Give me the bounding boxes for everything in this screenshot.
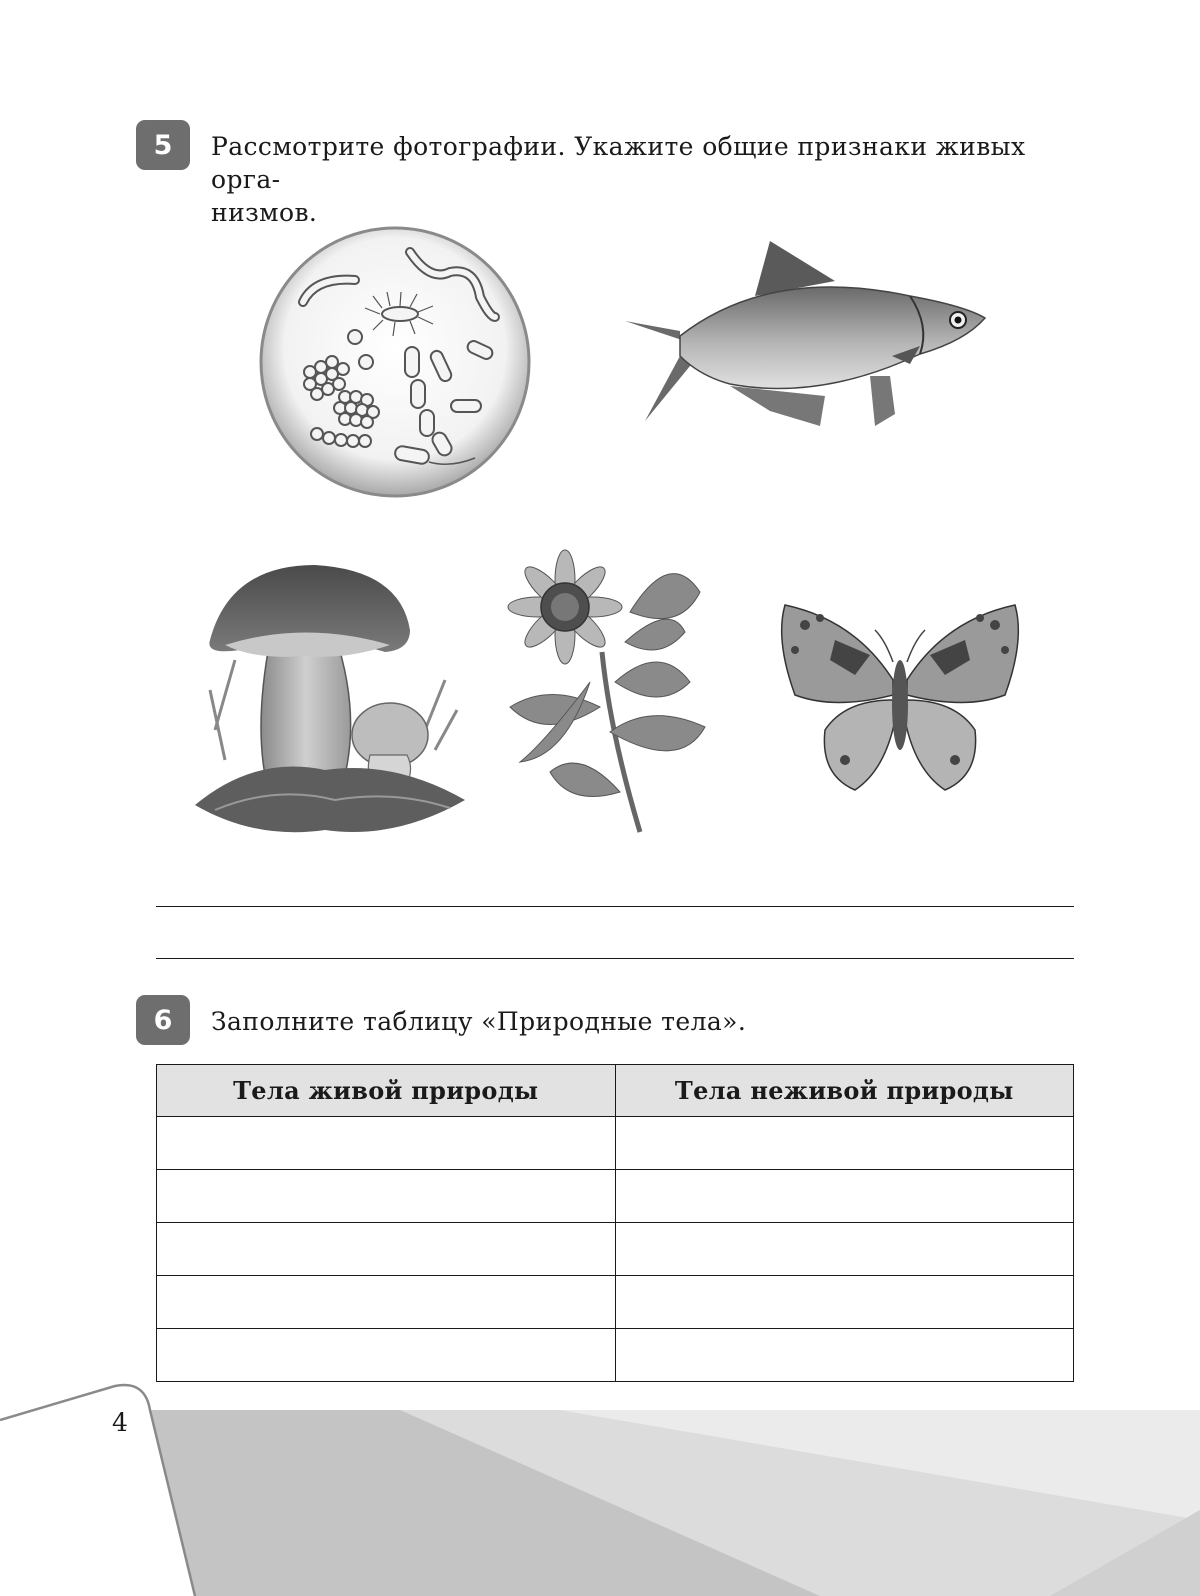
table-cell[interactable] <box>157 1276 616 1329</box>
table-row <box>157 1170 1074 1223</box>
answer-line[interactable] <box>156 906 1074 907</box>
table-cell[interactable] <box>157 1170 616 1223</box>
table-cell[interactable] <box>615 1276 1074 1329</box>
table-cell[interactable] <box>615 1170 1074 1223</box>
fish-icon <box>620 236 990 436</box>
answer-line[interactable] <box>156 958 1074 959</box>
table-cell[interactable] <box>157 1117 616 1170</box>
task-5-text-line-1: Рассмотрите фотографии. Укажите общие признаки живых орга- <box>211 132 1026 194</box>
table-row <box>157 1223 1074 1276</box>
task-number: 5 <box>153 129 173 161</box>
task-6-instruction: Заполните таблицу «Природные тела». <box>211 1007 747 1036</box>
butterfly-icon <box>775 600 1025 800</box>
table-row <box>157 1276 1074 1329</box>
table-row <box>157 1117 1074 1170</box>
task-number: 6 <box>153 1004 173 1036</box>
footer-decoration <box>0 1370 1200 1596</box>
sunflower-icon <box>490 532 720 837</box>
mushroom-icon <box>195 560 470 840</box>
task-number-badge-6 <box>136 995 190 1045</box>
task-5-text-line-2: низмов. <box>211 198 318 227</box>
header-nonliving-nature: Тела неживой природы <box>615 1065 1074 1117</box>
table-cell[interactable] <box>157 1223 616 1276</box>
bacteria-icon <box>255 222 535 502</box>
page-number: 4 <box>112 1408 128 1437</box>
table-header-row <box>157 1065 1074 1117</box>
table-cell[interactable] <box>615 1117 1074 1170</box>
natural-bodies-table <box>156 1064 1074 1382</box>
task-5-instruction <box>211 130 1081 229</box>
header-living-nature: Тела живой природы <box>157 1065 616 1117</box>
task-number-badge-5 <box>136 120 190 170</box>
table-cell[interactable] <box>615 1223 1074 1276</box>
